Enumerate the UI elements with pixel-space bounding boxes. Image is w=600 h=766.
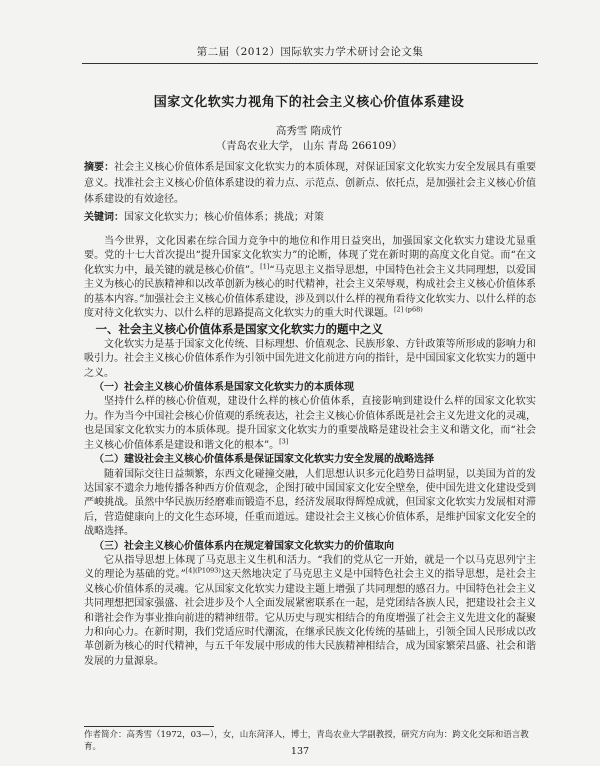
subsection-heading: （三）社会主义核心价值体系内在规定着国家文化软实力的价值取向 <box>94 540 394 552</box>
intro-text-1: 当今世界，文化因素在综合国力竞争中的地位和作用日益突出，加强国家文化软实力建设尤显重要。党的十七大首次提出“提升国家文化软实力”的论断，体现了党在新时期的高度文化自觉。而“在文化软实力中，最关键的就是核心价值”。 <box>84 236 536 276</box>
intro-text-2: “马克思主义指导思想，中国特色社会主义共同理想，以爱国主义为核心的民族精神和以改革创新为核心的时代精神，社会主义荣辱观，构成社会主义核心价值体系的基本内容。”加强社会主义核心价值体系建设，涉及到以什么样的视角看待文化软实力、以什么样的态度对待文化软实力、以什么样的思路提高文化软实力的重大时代课题。 <box>84 264 536 320</box>
paragraph-text: 这天然地决定了马克思主义是中国特色社会主义的指导思想，是社会主义核心价值体系的灵魂。它从国家文化软实力建设主题上增强了共同理想的感召力。中国特色社会主义共同理想把国家强盛、社会进步及个人全面发展紧密联系在一起，是党团结各族人民，把建设社会主义和谐社会作为事业推向前进的精神纽带。它从历史与现实相结合的角度增强了社会主义先进文化的凝聚力和向心力。在新时期，我们党适应时代潮流，在继承民族文化传统的基础上，引领全国人民形成以改革创新为核心的时代精神，与五千年发展中形成的伟大民族精神相结合，成为国家繁荣昌盛、社会和谐发展的力量源泉。 <box>84 569 536 667</box>
subsection-heading: （二）建设社会主义核心价值体系是保证国家文化软实力安全发展的战略选择 <box>94 454 434 466</box>
page-number: 137 <box>290 746 310 757</box>
citation: [1] <box>260 262 270 271</box>
section-paragraph: 文化软实力是基于国家文化传统、目标理想、价值观念、民族形象、方针政策等所形成的影响力和吸引力。社会主义核心价值体系作为引领中国先进文化前进方向的指针，是中国国家文化软实力的题中之义。 <box>84 338 536 379</box>
section-heading: 一、社会主义核心价值体系是国家文化软实力的题中之义 <box>95 322 383 337</box>
keywords-label: 关键词： <box>84 212 124 223</box>
abstract <box>84 160 536 208</box>
paragraph-text: 它从指导思想上体现了马克思主义生机和活力。“我们的党从它一开始，就是一个以马克思列宁主义的理论为基础的党。” <box>84 554 536 581</box>
authors: 高秀雪 隋成竹 <box>275 125 343 137</box>
running-head: 第二届（2012）国际软实力学术研讨会论文集 <box>82 44 538 64</box>
subsection-paragraph: 随着国际交往日益频繁，东西文化碰撞交融，人们思想认识多元化趋势日益明显，以美国为首的发达国家不遗余力地传播各种西方价值观念，企图打破中国国家文化安全壁垒，使中国先进文化建设受到严峻挑战。虽然中华民族历经磨难而锻造不息，经济发展取得辉煌成就，但国家文化软实力发展相对滞后，营造健康向上的文化生态环境，任重而道远。建设社会主义核心价值体系，是维护国家文化安全的战略选择。 <box>84 468 536 538</box>
citation: [3] <box>279 437 289 446</box>
footnote-rule <box>84 726 214 727</box>
body-text <box>84 235 536 669</box>
citation: [4](P1093) <box>185 567 221 576</box>
subsection-heading: （一）社会主义核心价值体系是国家文化软实力的本质体现 <box>94 382 354 394</box>
paragraph-text: 坚持什么样的核心价值观，建设什么样的核心价值体系，直接影响到建设什么样的国家文化软实力。作为当今中国社会核心价值观的系统表达，社会主义核心价值体系既是社会主义先进文化的灵魂，也是国家文化软实力的本质体现。提升国家文化软实力的重要战略是建设社会主义和谐文化，而“社会主义核心价值体系是建设和谐文化的根本”。 <box>84 396 536 451</box>
citation: [2] (p68) <box>394 305 423 314</box>
abstract-label: 摘要： <box>84 162 115 173</box>
subsection-paragraph <box>84 554 536 669</box>
affiliation: （青岛农业大学， 山东 青岛 266109） <box>215 140 403 152</box>
abstract-text: 社会主义核心价值体系是国家文化软实力的本质体现，对保证国家文化软实力安全发展具有重要意义。找准社会主义核心价值体系建设的着力点、示范点、创新点、依托点，是加强社会主义核心价值体系建设的有效途径。 <box>84 162 537 205</box>
keywords <box>84 210 536 226</box>
paper-title: 国家文化软实力视角下的社会主义核心价值体系建设 <box>153 95 465 110</box>
intro-paragraph <box>84 235 536 321</box>
subsection-paragraph <box>84 395 536 453</box>
author-footnote: 作者简介：高秀雪（1972，03—），女，山东菏泽人，博士，青岛农业大学副教授，研究方向为：跨文化交际和语言教育。 <box>84 730 529 752</box>
keywords-text: 国家文化软实力；核心价值体系；挑战；对策 <box>124 212 324 223</box>
